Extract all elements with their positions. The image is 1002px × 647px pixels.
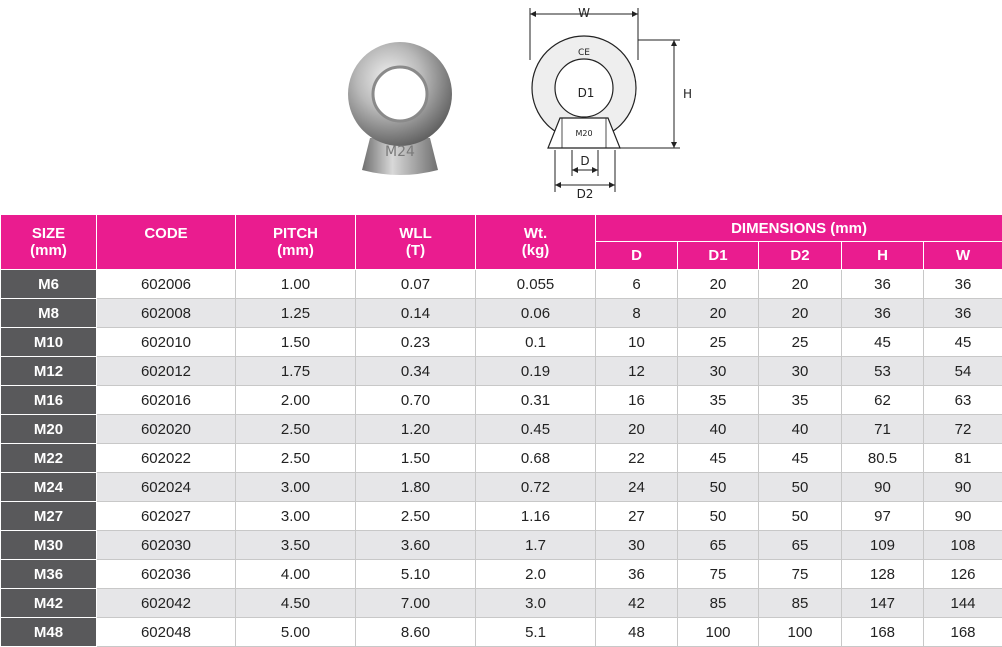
cell-dim-d2: 75 xyxy=(759,560,842,589)
cell-dim-w: 45 xyxy=(924,328,1002,357)
label-d1: D1 xyxy=(578,86,595,100)
label-w: W xyxy=(578,6,590,20)
cell-dim-w: 126 xyxy=(924,560,1002,589)
cell-dim-w: 168 xyxy=(924,618,1002,647)
cell-wll: 1.50 xyxy=(356,444,476,473)
table-row xyxy=(1,299,1002,328)
table-row xyxy=(1,444,1002,473)
cell-dim-w: 36 xyxy=(924,299,1002,328)
cell-dim-d: 16 xyxy=(596,386,678,415)
cell-code: 602012 xyxy=(97,357,236,386)
cell-dim-d: 42 xyxy=(596,589,678,618)
table-row xyxy=(1,531,1002,560)
table-row xyxy=(1,357,1002,386)
table-row xyxy=(1,502,1002,531)
cell-dim-d1: 50 xyxy=(678,473,759,502)
cell-code: 602036 xyxy=(97,560,236,589)
cell-weight: 0.31 xyxy=(476,386,596,415)
cell-dim-d2: 50 xyxy=(759,473,842,502)
cell-dim-d: 12 xyxy=(596,357,678,386)
cell-pitch: 3.00 xyxy=(236,473,356,502)
cell-size: M12 xyxy=(1,357,97,386)
cell-size: M36 xyxy=(1,560,97,589)
cell-pitch: 4.50 xyxy=(236,589,356,618)
cell-dim-w: 90 xyxy=(924,502,1002,531)
cell-dim-d1: 30 xyxy=(678,357,759,386)
cell-dim-h: 90 xyxy=(842,473,924,502)
table-row xyxy=(1,415,1002,444)
cell-weight: 0.45 xyxy=(476,415,596,444)
cell-size: M22 xyxy=(1,444,97,473)
cell-dim-d1: 20 xyxy=(678,270,759,299)
cell-wll: 0.23 xyxy=(356,328,476,357)
cell-dim-d2: 20 xyxy=(759,270,842,299)
cell-size: M6 xyxy=(1,270,97,299)
cell-weight: 1.7 xyxy=(476,531,596,560)
cell-dim-w: 63 xyxy=(924,386,1002,415)
cell-dim-d1: 20 xyxy=(678,299,759,328)
cell-dim-h: 53 xyxy=(842,357,924,386)
table-row xyxy=(1,589,1002,618)
ce-mark: CE xyxy=(578,48,590,58)
cell-size: M8 xyxy=(1,299,97,328)
cell-pitch: 1.75 xyxy=(236,357,356,386)
cell-pitch: 3.50 xyxy=(236,531,356,560)
cell-dim-h: 109 xyxy=(842,531,924,560)
cell-dim-d1: 50 xyxy=(678,502,759,531)
cell-dim-d1: 100 xyxy=(678,618,759,647)
cell-dim-h: 168 xyxy=(842,618,924,647)
cell-weight: 3.0 xyxy=(476,589,596,618)
cell-dim-d: 48 xyxy=(596,618,678,647)
cell-wll: 1.20 xyxy=(356,415,476,444)
cell-size: M20 xyxy=(1,415,97,444)
table-row xyxy=(1,473,1002,502)
cell-pitch: 2.50 xyxy=(236,415,356,444)
cell-dim-d2: 85 xyxy=(759,589,842,618)
cell-pitch: 5.00 xyxy=(236,618,356,647)
cell-dim-d: 36 xyxy=(596,560,678,589)
cell-dim-h: 147 xyxy=(842,589,924,618)
cell-size: M27 xyxy=(1,502,97,531)
cell-weight: 0.68 xyxy=(476,444,596,473)
cell-wll: 0.70 xyxy=(356,386,476,415)
header-dim-d: D xyxy=(596,242,678,270)
cell-wll: 3.60 xyxy=(356,531,476,560)
cell-dim-h: 97 xyxy=(842,502,924,531)
header-weight: Wt. (kg) xyxy=(476,215,596,270)
cell-dim-h: 36 xyxy=(842,299,924,328)
cell-dim-w: 90 xyxy=(924,473,1002,502)
cell-weight: 0.19 xyxy=(476,357,596,386)
cell-code: 602020 xyxy=(97,415,236,444)
cell-dim-d: 27 xyxy=(596,502,678,531)
cell-pitch: 2.00 xyxy=(236,386,356,415)
table-row xyxy=(1,328,1002,357)
cell-code: 602016 xyxy=(97,386,236,415)
cell-pitch: 1.25 xyxy=(236,299,356,328)
cell-dim-d1: 45 xyxy=(678,444,759,473)
eye-nut-photo xyxy=(330,30,470,190)
cell-dim-h: 45 xyxy=(842,328,924,357)
cell-size: M48 xyxy=(1,618,97,647)
cell-dim-d: 8 xyxy=(596,299,678,328)
table-body xyxy=(1,270,1002,647)
cell-weight: 5.1 xyxy=(476,618,596,647)
header-wll: WLL (T) xyxy=(356,215,476,270)
cell-dim-d: 20 xyxy=(596,415,678,444)
table-row xyxy=(1,386,1002,415)
cell-dim-w: 54 xyxy=(924,357,1002,386)
table-row xyxy=(1,618,1002,647)
cell-code: 602010 xyxy=(97,328,236,357)
cell-code: 602024 xyxy=(97,473,236,502)
cell-pitch: 1.00 xyxy=(236,270,356,299)
cell-pitch: 2.50 xyxy=(236,444,356,473)
cell-dim-d1: 25 xyxy=(678,328,759,357)
cell-code: 602042 xyxy=(97,589,236,618)
header-dim-d1: D1 xyxy=(678,242,759,270)
cell-weight: 0.1 xyxy=(476,328,596,357)
cell-weight: 1.16 xyxy=(476,502,596,531)
label-d2: D2 xyxy=(577,187,594,201)
cell-dim-h: 71 xyxy=(842,415,924,444)
cell-code: 602030 xyxy=(97,531,236,560)
label-h: H xyxy=(683,87,692,101)
cell-dim-d: 6 xyxy=(596,270,678,299)
cell-dim-d1: 75 xyxy=(678,560,759,589)
cell-wll: 0.34 xyxy=(356,357,476,386)
label-d: D xyxy=(580,154,589,168)
label-thread: M20 xyxy=(575,129,592,138)
cell-weight: 2.0 xyxy=(476,560,596,589)
cell-code: 602048 xyxy=(97,618,236,647)
cell-dim-d: 22 xyxy=(596,444,678,473)
cell-code: 602027 xyxy=(97,502,236,531)
cell-pitch: 1.50 xyxy=(236,328,356,357)
cell-wll: 1.80 xyxy=(356,473,476,502)
header-code: CODE xyxy=(97,215,236,270)
header-dim-w: W xyxy=(924,242,1002,270)
cell-dim-h: 62 xyxy=(842,386,924,415)
product-figures xyxy=(0,0,1002,214)
cell-size: M24 xyxy=(1,473,97,502)
table-row xyxy=(1,270,1002,299)
table-row xyxy=(1,560,1002,589)
cell-wll: 5.10 xyxy=(356,560,476,589)
header-dim-h: H xyxy=(842,242,924,270)
cell-dim-d1: 40 xyxy=(678,415,759,444)
cell-code: 602008 xyxy=(97,299,236,328)
cell-dim-w: 72 xyxy=(924,415,1002,444)
thread-stamp: M24 xyxy=(385,144,415,160)
cell-code: 602022 xyxy=(97,444,236,473)
cell-dim-d2: 30 xyxy=(759,357,842,386)
cell-size: M16 xyxy=(1,386,97,415)
cell-weight: 0.06 xyxy=(476,299,596,328)
cell-dim-h: 128 xyxy=(842,560,924,589)
specification-table xyxy=(0,214,1002,647)
cell-wll: 2.50 xyxy=(356,502,476,531)
cell-wll: 0.07 xyxy=(356,270,476,299)
cell-wll: 0.14 xyxy=(356,299,476,328)
cell-dim-d2: 65 xyxy=(759,531,842,560)
cell-dim-d1: 35 xyxy=(678,386,759,415)
header-dim-d2: D2 xyxy=(759,242,842,270)
dimension-diagram xyxy=(510,0,710,212)
cell-size: M42 xyxy=(1,589,97,618)
cell-dim-w: 108 xyxy=(924,531,1002,560)
cell-dim-w: 36 xyxy=(924,270,1002,299)
cell-pitch: 3.00 xyxy=(236,502,356,531)
cell-code: 602006 xyxy=(97,270,236,299)
cell-size: M30 xyxy=(1,531,97,560)
cell-dim-d1: 65 xyxy=(678,531,759,560)
cell-dim-d2: 20 xyxy=(759,299,842,328)
cell-dim-h: 36 xyxy=(842,270,924,299)
cell-weight: 0.055 xyxy=(476,270,596,299)
cell-dim-d: 30 xyxy=(596,531,678,560)
cell-dim-d1: 85 xyxy=(678,589,759,618)
header-pitch: PITCH (mm) xyxy=(236,215,356,270)
cell-size: M10 xyxy=(1,328,97,357)
cell-dim-d2: 40 xyxy=(759,415,842,444)
cell-pitch: 4.00 xyxy=(236,560,356,589)
cell-dim-w: 81 xyxy=(924,444,1002,473)
cell-dim-d: 24 xyxy=(596,473,678,502)
cell-dim-d2: 35 xyxy=(759,386,842,415)
header-size: SIZE (mm) xyxy=(1,215,97,270)
cell-dim-d2: 45 xyxy=(759,444,842,473)
cell-wll: 7.00 xyxy=(356,589,476,618)
header-dimensions: DIMENSIONS (mm) xyxy=(596,215,1002,242)
cell-wll: 8.60 xyxy=(356,618,476,647)
cell-dim-d2: 100 xyxy=(759,618,842,647)
cell-dim-d: 10 xyxy=(596,328,678,357)
cell-dim-d2: 25 xyxy=(759,328,842,357)
cell-dim-d2: 50 xyxy=(759,502,842,531)
cell-weight: 0.72 xyxy=(476,473,596,502)
cell-dim-h: 80.5 xyxy=(842,444,924,473)
cell-dim-w: 144 xyxy=(924,589,1002,618)
